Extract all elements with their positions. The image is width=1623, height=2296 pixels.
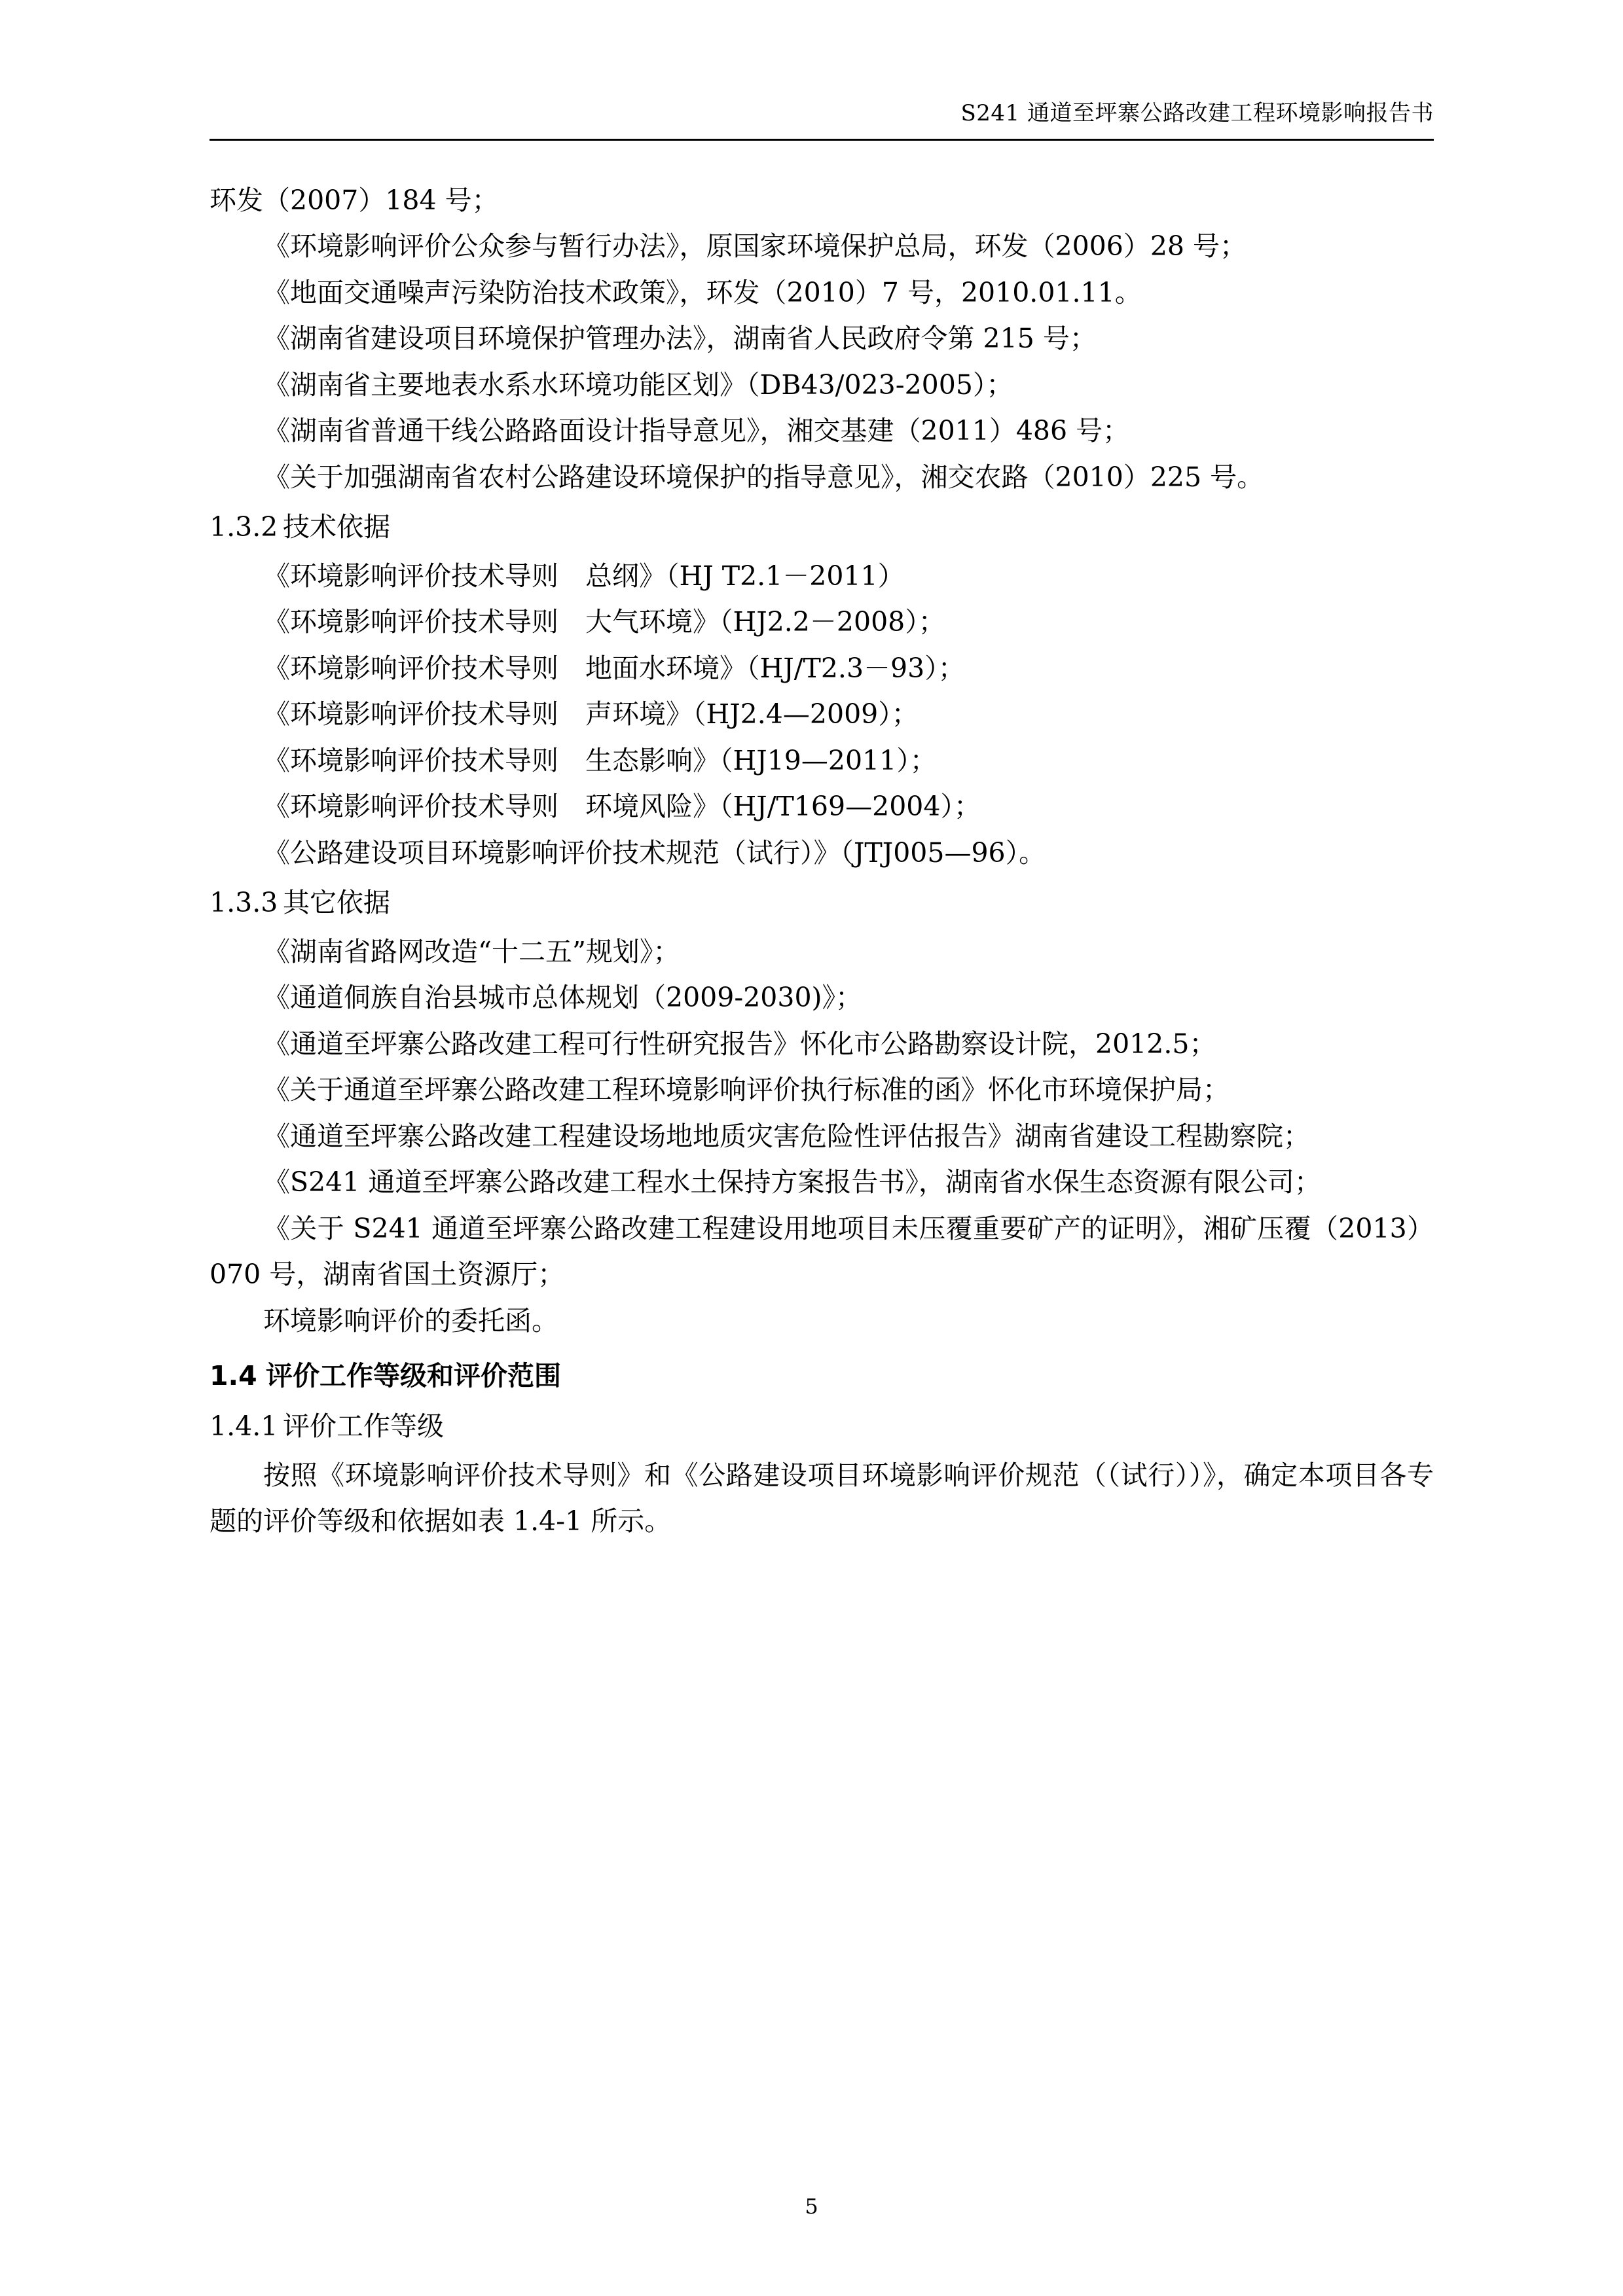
section-heading-1-4-1 — [210, 1403, 1434, 1450]
section-title: 技术依据 — [283, 511, 390, 543]
section-141-paragraph: 按照《环境影响评价技术导则》和《公路建设项目环境影响评价规范（（试行））》，确定本项目各专题的评价等级和依据如表 1.4-1 所示。 — [210, 1459, 1434, 1537]
other-item: 《通道至坪寨公路改建工程可行性研究报告》怀化市公路勘察设计院，2012.5； — [263, 1028, 1216, 1060]
other-item: 《湖南省路网改造“十二五”规划》； — [263, 935, 680, 967]
section-heading-1-4 — [210, 1353, 1434, 1399]
running-header-text: S241 通道至坪寨公路改建工程环境影响报告书 — [960, 100, 1434, 126]
policy-item: 《湖南省普通干线公路路面设计指导意见》，湘交基建（2011）486 号； — [263, 415, 1130, 447]
other-item: 《S241 通道至坪寨公路改建工程水土保持方案报告书》，湖南省水保生态资源有限公司； — [263, 1166, 1321, 1198]
section-heading-1-3-2 — [210, 504, 1434, 550]
running-header — [210, 98, 1434, 139]
other-item: 《通道侗族自治县城市总体规划（2009-2030)》； — [263, 982, 863, 1014]
section-number: 1.4 — [210, 1360, 257, 1392]
other-item: 《通道至坪寨公路改建工程建设场地地质灾害危险性评估报告》湖南省建设工程勘察院； — [263, 1120, 1310, 1152]
tech-item: 《环境影响评价技术导则 总纲》（HJ T2.1－2011） — [263, 560, 905, 592]
tech-item: 《环境影响评价技术导则 生态影响》（HJ19—2011）； — [263, 744, 937, 776]
page-footer — [0, 2194, 1623, 2219]
page-number: 5 — [805, 2194, 818, 2219]
policy-item: 《地面交通噪声污染防治技术政策》，环发（2010）7 号，2010.01.11。 — [263, 276, 1142, 308]
tech-item: 《环境影响评价技术导则 声环境》（HJ2.4—2009）； — [263, 698, 919, 730]
page-content — [210, 98, 1434, 1545]
tech-item: 《环境影响评价技术导则 地面水环境》（HJ/T2.3－93）； — [263, 652, 965, 684]
other-item-long: 《关于 S241 通道至坪寨公路改建工程建设用地项目未压覆重要矿产的证明》，湘矿压覆（2013）070 号，湖南省国土资源厅； — [210, 1212, 1434, 1291]
policy-item: 《湖南省建设项目环境保护管理办法》，湖南省人民政府令第 215 号； — [263, 323, 1097, 355]
other-item-closing: 环境影响评价的委托函。 — [263, 1304, 558, 1336]
section-number: 1.3.3 — [210, 887, 278, 919]
section-title: 其它依据 — [283, 887, 390, 919]
section-number: 1.4.1 — [210, 1410, 278, 1442]
policy-item: 《环境影响评价公众参与暂行办法》，原国家环境保护总局，环发（2006）28 号； — [263, 230, 1247, 262]
policy-item: 《湖南省主要地表水系水环境功能区划》（DB43/023-2005）； — [263, 368, 1013, 401]
tech-item: 《公路建设项目环境影响评价技术规范（试行）》（JTJ005—96）。 — [263, 836, 1046, 869]
section-title: 评价工作等级 — [283, 1410, 444, 1442]
tech-item: 《环境影响评价技术导则 大气环境》（HJ2.2－2008）； — [263, 606, 945, 638]
section-title: 评价工作等级和评价范围 — [266, 1360, 561, 1392]
tech-item: 《环境影响评价技术导则 环境风险》（HJ/T169—2004）； — [263, 791, 981, 823]
section-number: 1.3.2 — [210, 511, 278, 543]
lead-line: 环发（2007）184 号； — [210, 184, 499, 216]
header-divider — [210, 139, 1434, 141]
other-item: 《关于通道至坪寨公路改建工程环境影响评价执行标准的函》怀化市环境保护局； — [263, 1074, 1230, 1106]
section-heading-1-3-3 — [210, 880, 1434, 926]
policy-item: 《关于加强湖南省农村公路建设环境保护的指导意见》，湘交农路（2010）225 号。 — [263, 461, 1264, 493]
